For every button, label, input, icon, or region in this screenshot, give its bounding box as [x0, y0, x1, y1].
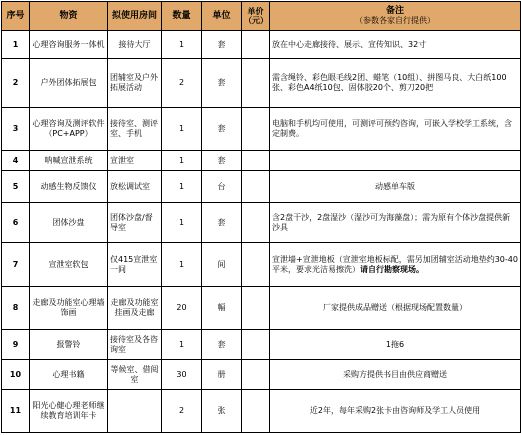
row-price	[242, 171, 270, 203]
row-item: 心理书籍	[30, 360, 108, 390]
row-price	[242, 203, 270, 243]
row-unit: 间	[202, 243, 242, 287]
row-price	[242, 390, 270, 433]
row-unit: 套	[202, 59, 242, 108]
row-qty: 2	[162, 390, 202, 433]
row-note: 电脑和手机均可使用，可测评可预约咨询，可嵌入学校学工系统，含定制费。	[270, 108, 521, 151]
row-item: 户外团体拓展包	[30, 59, 108, 108]
row-no: 6	[2, 203, 30, 243]
row-note-text: 宣泄墙+宣泄地板（宣泄室地板标配，需另加团辅室活动地垫约30-40平米，要求光洁易擦洗）	[272, 254, 518, 274]
row-no: 9	[2, 330, 30, 360]
row-qty: 1	[162, 108, 202, 151]
row-price	[242, 59, 270, 108]
header-note	[270, 2, 521, 31]
row-note: 含2盘干沙，2盘湿沙（湿沙可为海藻盘）；需为原有个体沙盘提供新沙具	[270, 203, 521, 243]
row-item: 团体沙盘	[30, 203, 108, 243]
row-item: 心理咨询服务一体机	[30, 31, 108, 59]
table-row	[2, 108, 521, 151]
row-room: 接待室及各咨询室	[108, 330, 162, 360]
row-note: 需含绳铃、彩色眼毛线2团、蜡笔（10组）、拼图马良、大白纸100张、彩色A4纸10包、固体胶20个、剪刀20把	[270, 59, 521, 108]
row-room: 接待大厅	[108, 31, 162, 59]
row-item: 走廊及功能室心理墙饰画	[30, 287, 108, 330]
row-qty: 1	[162, 171, 202, 203]
row-item: 报警铃	[30, 330, 108, 360]
table-row	[2, 59, 521, 108]
row-unit: 台	[202, 171, 242, 203]
row-unit: 幅	[202, 287, 242, 330]
header-note-sub: （参数各家自行提供）	[355, 16, 435, 25]
table-row	[2, 330, 521, 360]
row-no: 7	[2, 243, 30, 287]
row-price	[242, 151, 270, 171]
row-note: 厂家提供成品赠送（根据现场配置数量）	[270, 287, 521, 330]
row-qty: 1	[162, 330, 202, 360]
row-note: 1拖6	[270, 330, 521, 360]
row-room: 接待室、测评室、手机	[108, 108, 162, 151]
header-unit: 单位	[202, 2, 242, 31]
table-row	[2, 243, 521, 287]
table-row	[2, 287, 521, 330]
row-item: 宣泄室软包	[30, 243, 108, 287]
row-note: 近2年，每年采购2张卡由咨询师及学工人员使用	[270, 390, 521, 433]
row-room: 等候室、借阅室	[108, 360, 162, 390]
row-no: 5	[2, 171, 30, 203]
row-unit: 套	[202, 330, 242, 360]
table-row	[2, 151, 521, 171]
row-qty: 1	[162, 243, 202, 287]
row-note	[270, 151, 521, 171]
row-unit: 册	[202, 360, 242, 390]
header-qty: 数量	[162, 2, 202, 31]
procurement-table	[1, 1, 521, 433]
header-item: 物资	[30, 2, 108, 31]
row-room: 宣泄室	[108, 151, 162, 171]
row-no: 4	[2, 151, 30, 171]
row-unit: 套	[202, 31, 242, 59]
row-no: 1	[2, 31, 30, 59]
header-row	[2, 2, 521, 31]
row-unit: 套	[202, 108, 242, 151]
row-note: 动感单车版	[270, 171, 521, 203]
row-room: 团辅室及户外拓展活动	[108, 59, 162, 108]
row-no: 3	[2, 108, 30, 151]
row-room: 仅415宣泄室一间	[108, 243, 162, 287]
row-room: 放松调试室	[108, 171, 162, 203]
row-no: 11	[2, 390, 30, 433]
row-qty: 1	[162, 31, 202, 59]
header-no: 序号	[2, 2, 30, 31]
row-price	[242, 31, 270, 59]
row-price	[242, 108, 270, 151]
row-no: 2	[2, 59, 30, 108]
row-no: 8	[2, 287, 30, 330]
table-row	[2, 390, 521, 433]
row-no: 10	[2, 360, 30, 390]
row-item: 动感生物反馈仪	[30, 171, 108, 203]
table-row	[2, 171, 521, 203]
row-room: 团体沙盘/督导室	[108, 203, 162, 243]
row-note: 放在中心走廊接待、展示、宣传知识、32寸	[270, 31, 521, 59]
row-price	[242, 287, 270, 330]
row-price	[242, 243, 270, 287]
row-unit: 套	[202, 203, 242, 243]
header-price: 单价（元）	[242, 2, 270, 31]
row-qty: 20	[162, 287, 202, 330]
header-room: 拟使用房间	[108, 2, 162, 31]
row-qty: 1	[162, 151, 202, 171]
row-room: 走廊及功能室挂画及走廊	[108, 287, 162, 330]
row-price	[242, 330, 270, 360]
row-qty: 1	[162, 203, 202, 243]
row-room	[108, 390, 162, 433]
header-note-title: 备注	[385, 6, 404, 16]
row-note	[270, 243, 521, 287]
row-note: 采购方提供书目由供应商赠送	[270, 360, 521, 390]
table-row	[2, 31, 521, 59]
row-qty: 30	[162, 360, 202, 390]
row-unit: 张	[202, 390, 242, 433]
row-price	[242, 360, 270, 390]
row-qty: 2	[162, 59, 202, 108]
row-item: 心理咨询及测评软件（PC+APP）	[30, 108, 108, 151]
row-item: 阳光心健心理老师继续教育培训年卡	[30, 390, 108, 433]
table-row	[2, 203, 521, 243]
table-row	[2, 360, 521, 390]
row-unit: 套	[202, 151, 242, 171]
row-note-emphasis: 请自行勘察现场。	[360, 264, 424, 274]
row-item: 呐喊宣泄系统	[30, 151, 108, 171]
